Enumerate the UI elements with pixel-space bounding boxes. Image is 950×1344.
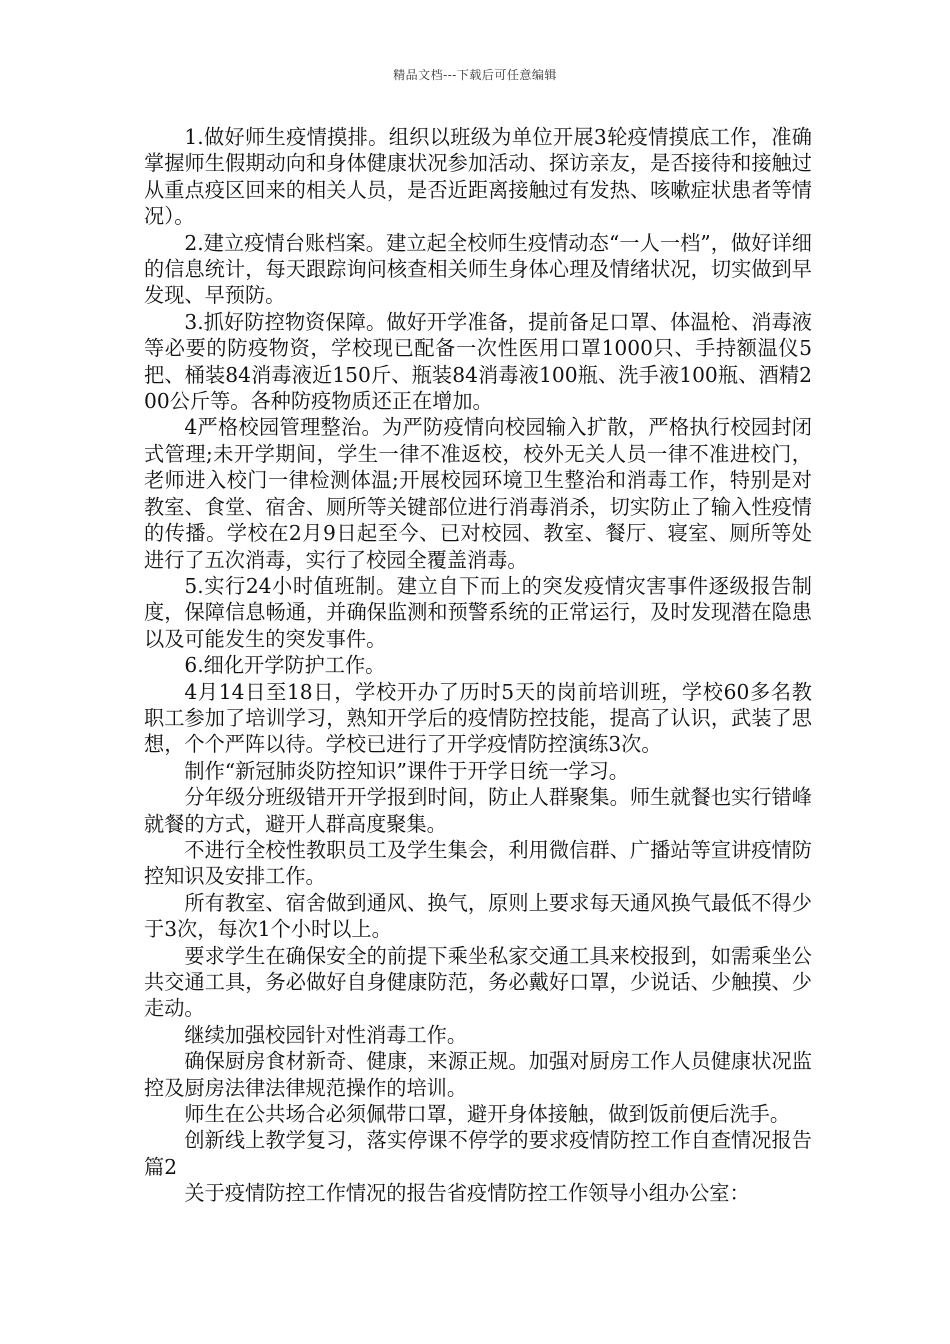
paragraph-17: 关于疫情防控工作情况的报告省疫情防控工作领导小组办公室： xyxy=(184,1181,750,1206)
paragraph-12: 要求学生在确保安全的前提下乘坐私家交通工具来校报到，如需乘坐公共交通工具，务必做好自身健康防范，务必戴好口罩，少说话、少触摸、少走动。 xyxy=(144,943,812,1021)
paragraph-9: 分年级分班级错开开学报到时间，防止人群聚集。师生就餐也实行错峰就餐的方式，避开人群高度聚集。 xyxy=(144,785,812,836)
page-header: 精品文档---下载后可任意编辑 xyxy=(393,68,557,82)
paragraph-4: 4严格校园管理整治。为严防疫情向校园输入扩散，严格执行校园封闭式管理;未开学期间，学生一律不准返校，校外无关人员一律不准进校门，老师进入校门一律检测体温;开展校园环境卫生整治和消毒工作，特别是对教室、食堂、宿舍、厕所等关键部位进行消毒消杀，切实防止了输入性疫情的传播。学校在2月9日起至今、已对校园、教室、餐厅、寝室、厕所等处进行了五次消毒，实行了校园全覆盖消毒。 xyxy=(144,415,812,572)
paragraph-6: 6.细化开学防护工作。 xyxy=(184,653,386,678)
paragraph-5: 5.实行24小时值班制。建立自下而上的突发疫情灾害事件逐级报告制度，保障信息畅通，并确保监测和预警系统的正常运行，及时发现潜在隐患以及可能发生的突发事件。 xyxy=(144,573,812,651)
paragraph-14: 确保厨房食材新奇、健康，来源正规。加强对厨房工作人员健康状况监控及厨房法律法律规范操作的培训。 xyxy=(144,1049,812,1100)
paragraph-7: 4月14日至18日，学校开办了历时5天的岗前培训班，学校60多名教职工参加了培训学习，熟知开学后的疫情防控技能，提高了认识，武装了思想，个个严阵以待。学校已进行了开学疫情防控演练3次。 xyxy=(144,679,812,757)
paragraph-10: 不进行全校性教职员工及学生集会，利用微信群、广播站等宣讲疫情防控知识及安排工作。 xyxy=(144,837,812,889)
paragraph-8: 制作“新冠肺炎防控知识”课件于开学日统一学习。 xyxy=(184,758,629,783)
paragraph-11: 所有教室、宿舍做到通风、换气，原则上要求每天通风换气最低不得少于3次，每次1个小时以上。 xyxy=(144,890,812,942)
paragraph-3: 3.抓好防控物资保障。做好开学准备，提前备足口罩、体温枪、消毒液等必要的防疫物资，学校现已配备一次性医用口罩1000只、手持额温仪5把、桶装84消毒液近150斤、瓶装84消毒液100瓶、洗手液100瓶、酒精200公斤等。各种防疫物质还正在增加。 xyxy=(144,309,812,414)
paragraph-13: 继续加强校园针对性消毒工作。 xyxy=(184,1022,468,1047)
document-body xyxy=(144,124,812,1207)
paragraph-1: 1.做好师生疫情摸排。组织以班级为单位开展3轮疫情摸底工作，准确掌握师生假期动向和身体健康状况参加活动、探访亲友，是否接待和接触过从重点疫区回来的相关人员，是否近距离接触过有发热、咳嗽症状患者等情况）。 xyxy=(144,125,812,229)
paragraph-2: 2.建立疫情台账档案。建立起全校师生疫情动态“一人一档”，做好详细的信息统计，每天跟踪询问核查相关师生身体心理及情绪状况，切实做到早发现、早预防。 xyxy=(144,230,812,308)
paragraph-16: 创新线上教学复习，落实停课不停学的要求疫情防控工作自查情况报告篇2 xyxy=(144,1128,812,1179)
paragraph-15: 师生在公共场合必须佩带口罩，避开身体接触，做到饭前便后洗手。 xyxy=(184,1102,791,1127)
